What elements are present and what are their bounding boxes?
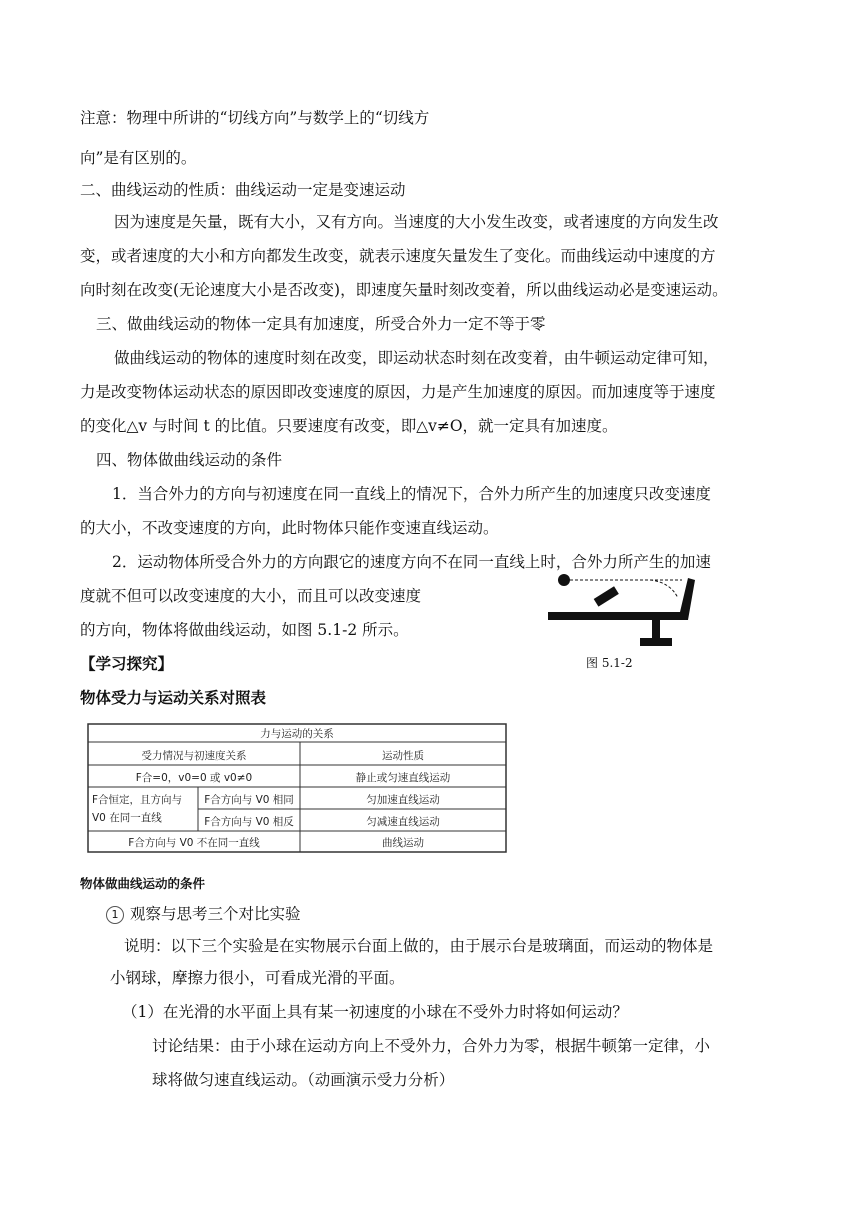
table-cell: F合方向与 V0 不在同一直线 xyxy=(128,837,260,849)
curve-condition-heading: 物体做曲线运动的条件 xyxy=(80,876,206,891)
table-cell: F合=0，v0=0 或 v0≠0 xyxy=(135,772,253,784)
table-cell: 匀减速直线运动 xyxy=(366,816,440,828)
section-4-item-1-line: 的大小，不改变速度的方向，此时物体只能作变速直线运动。 xyxy=(80,519,499,537)
section-3-paragraph-line: 力是改变物体运动状态的原因即改变速度的原因，力是产生加速度的原因。而加速度等于速度 xyxy=(80,383,716,401)
section-3-title: 三、做曲线运动的物体一定具有加速度，所受合外力一定不等于零 xyxy=(96,315,546,333)
section-2-paragraph-line: 变，或者速度的大小和方向都发生改变，就表示速度矢量发生了变化。而曲线运动中速度的方 xyxy=(80,247,716,265)
table-col-header-motion: 运动性质 xyxy=(382,750,424,762)
section-4-item-2-line: 的方向，物体将做曲线运动，如图 5.1-2 所示。 xyxy=(80,621,409,639)
table-title: 物体受力与运动关系对照表 xyxy=(80,689,267,707)
section-4-item-2-line: 2．运动物体所受合外力的方向跟它的速度方向不在同一直线上时，合外力所产生的加速 xyxy=(112,553,711,571)
circled-number-icon: 1 xyxy=(106,906,124,924)
observe-item xyxy=(106,904,301,924)
table-cell: 静止或匀速直线运动 xyxy=(355,772,451,784)
force-motion-relation-table xyxy=(86,722,508,854)
table-cell: F合方向与 V0 相反 xyxy=(204,816,294,828)
section-2-title: 二、曲线运动的性质：曲线运动一定是变速运动 xyxy=(80,181,406,199)
figure-5-1-2-table-ball-diagram xyxy=(540,568,700,648)
note-line-2: 向”是有区别的。 xyxy=(80,149,197,167)
section-2-paragraph-line: 因为速度是矢量，既有大小，又有方向。当速度的大小发生改变，或者速度的方向发生改 xyxy=(114,213,719,231)
table-cell: 匀加速直线运动 xyxy=(366,794,440,806)
section-4-item-2-line: 度就不但可以改变速度的大小，而且可以改变速度 xyxy=(80,587,422,605)
table-cell: F合方向与 V0 相同 xyxy=(204,794,294,806)
table-surface xyxy=(548,578,695,620)
figure-caption: 图 5.1-2 xyxy=(586,656,633,670)
discussion-line: 讨论结果：由于小球在运动方向上不受外力，合外力为零，根据牛顿第一定律，小 xyxy=(152,1037,711,1055)
table-cell: F合恒定，且方向与 xyxy=(92,794,183,806)
section-3-paragraph-line: 的变化△v 与时间 t 的比值。只要速度有改变，即△v≠O，就一定具有加速度。 xyxy=(80,417,618,435)
study-explore-heading: 【学习探究】 xyxy=(80,655,174,673)
table-cell: V0 在同一直线 xyxy=(92,812,162,824)
section-3-paragraph-line: 做曲线运动的物体的速度时刻在改变，即运动状态时刻在改变着，由牛顿运动定律可知， xyxy=(114,349,719,367)
section-2-paragraph-line: 向时刻在改变(无论速度大小是否改变)，即速度矢量时刻改变着，所以曲线运动必是变速运动。 xyxy=(80,281,728,299)
table-cell: 曲线运动 xyxy=(382,837,424,849)
note-line-1: 注意：物理中所讲的“切线方向”与数学上的“切线方 xyxy=(80,109,430,127)
explanation-line: 说明：以下三个实验是在实物展示台面上做的，由于展示台是玻璃面，而运动的物体是 xyxy=(124,937,714,955)
question-1: （1）在光滑的水平面上具有某一初速度的小球在不受外力时将如何运动？ xyxy=(122,1003,628,1021)
observe-text: 观察与思考三个对比实验 xyxy=(130,905,301,923)
explanation-line: 小钢球，摩擦力很小，可看成光滑的平面。 xyxy=(110,969,405,987)
table-col-header-condition: 受力情况与初速度关系 xyxy=(141,750,247,762)
discussion-line: 球将做匀速直线运动。（动画演示受力分析） xyxy=(152,1071,455,1089)
magnet-icon xyxy=(594,586,619,606)
curved-path xyxy=(650,580,678,598)
section-4-item-1-line: 1．当合外力的方向与初速度在同一直线上的情况下，合外力所产生的加速度只改变速度 xyxy=(112,485,711,503)
ball-icon xyxy=(558,574,570,586)
table-header: 力与运动的关系 xyxy=(260,728,334,740)
table-foot xyxy=(640,638,672,646)
section-4-title: 四、物体做曲线运动的条件 xyxy=(96,451,283,469)
